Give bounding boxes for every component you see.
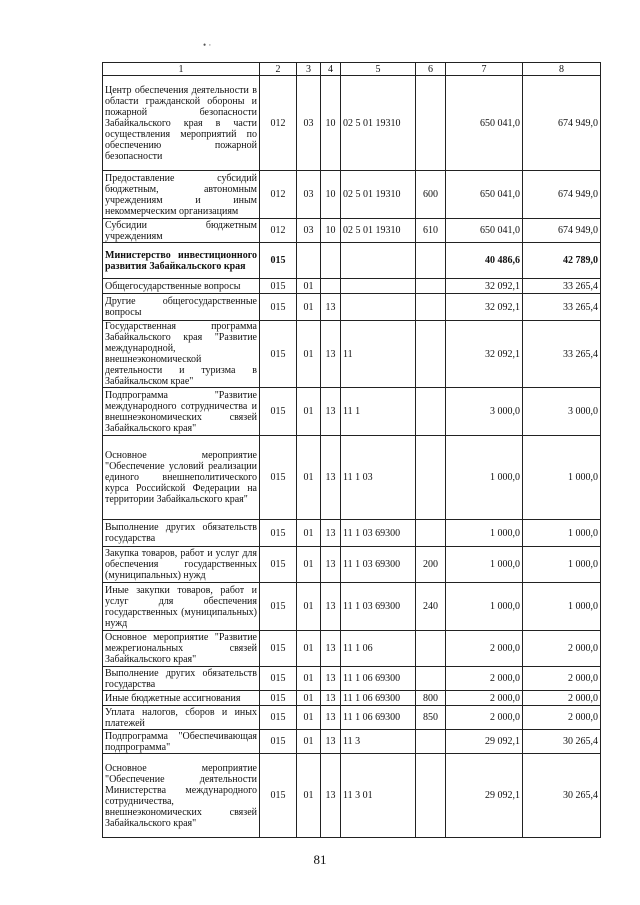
ministry-code-cell: 015 <box>260 436 297 520</box>
expense-type-cell <box>416 667 446 691</box>
table-row <box>103 547 601 583</box>
amount-year2-cell: 30 265,4 <box>523 754 601 838</box>
expense-type-cell: 850 <box>416 706 446 730</box>
amount-year1-cell: 32 092,1 <box>446 294 523 321</box>
amount-year1-cell: 40 486,6 <box>446 243 523 279</box>
section-code-cell: 01 <box>297 436 321 520</box>
row-name-cell: Основное мероприятие "Обеспечение условий реализации единого внешнеполитического курса Российской Федерации на территории Забайкальского края" <box>103 436 260 520</box>
amount-year2-cell: 674 949,0 <box>523 171 601 219</box>
amount-year1-cell: 2 000,0 <box>446 691 523 706</box>
subsection-code-cell: 13 <box>321 294 341 321</box>
amount-year2-cell: 42 789,0 <box>523 243 601 279</box>
section-code-cell: 01 <box>297 583 321 631</box>
target-article-cell: 11 1 03 69300 <box>341 547 416 583</box>
row-name-cell: Подпрограмма "Развитие международного сотрудничества и внешнеэкономических связей Забайкальского края" <box>103 388 260 436</box>
amount-year2-cell: 3 000,0 <box>523 388 601 436</box>
table-row <box>103 219 601 243</box>
table-row <box>103 388 601 436</box>
expense-type-cell: 610 <box>416 219 446 243</box>
row-name-cell: Выполнение других обязательств государства <box>103 520 260 547</box>
expense-type-cell <box>416 436 446 520</box>
subsection-code-cell: 13 <box>321 691 341 706</box>
target-article-cell: 11 1 03 69300 <box>341 583 416 631</box>
table-row <box>103 76 601 171</box>
expense-type-cell: 600 <box>416 171 446 219</box>
section-code-cell: 01 <box>297 279 321 294</box>
target-article-cell: 02 5 01 19310 <box>341 76 416 171</box>
amount-year2-cell: 1 000,0 <box>523 520 601 547</box>
table-row <box>103 436 601 520</box>
target-article-cell: 02 5 01 19310 <box>341 219 416 243</box>
section-code-cell: 03 <box>297 219 321 243</box>
column-header: 5 <box>341 63 416 76</box>
expense-type-cell <box>416 243 446 279</box>
table-row <box>103 294 601 321</box>
section-code-cell: 03 <box>297 76 321 171</box>
target-article-cell: 11 3 <box>341 730 416 754</box>
amount-year2-cell: 2 000,0 <box>523 691 601 706</box>
table-header-row <box>103 63 601 76</box>
amount-year1-cell: 1 000,0 <box>446 436 523 520</box>
table-row <box>103 171 601 219</box>
amount-year2-cell: 30 265,4 <box>523 730 601 754</box>
table-row <box>103 321 601 388</box>
amount-year2-cell: 674 949,0 <box>523 76 601 171</box>
amount-year1-cell: 32 092,1 <box>446 321 523 388</box>
ministry-code-cell: 015 <box>260 294 297 321</box>
amount-year2-cell: 1 000,0 <box>523 436 601 520</box>
row-name-cell: Центр обеспечения деятельности в области гражданской обороны и пожарной безопасности Забайкальского края в части осуществления мероприятий по обеспечению пожарной безопасности <box>103 76 260 171</box>
column-header: 6 <box>416 63 446 76</box>
expense-type-cell: 800 <box>416 691 446 706</box>
column-header: 2 <box>260 63 297 76</box>
ministry-code-cell: 015 <box>260 321 297 388</box>
section-code-cell: 01 <box>297 547 321 583</box>
column-header: 3 <box>297 63 321 76</box>
target-article-cell <box>341 243 416 279</box>
row-name-cell: Предоставление субсидий бюджетным, автономным учреждениям и иным некоммерческим организациям <box>103 171 260 219</box>
section-code-cell: 01 <box>297 706 321 730</box>
subsection-code-cell: 13 <box>321 321 341 388</box>
section-code-cell: 01 <box>297 754 321 838</box>
expense-type-cell <box>416 520 446 547</box>
subsection-code-cell: 13 <box>321 667 341 691</box>
ministry-code-cell: 015 <box>260 279 297 294</box>
expense-type-cell <box>416 279 446 294</box>
row-name-cell: Министерство инвестиционного развития Забайкальского края <box>103 243 260 279</box>
section-code-cell: 01 <box>297 631 321 667</box>
page-number: 81 <box>313 852 327 867</box>
expense-type-cell <box>416 76 446 171</box>
row-name-cell: Уплата налогов, сборов и иных платежей <box>103 706 260 730</box>
amount-year1-cell: 650 041,0 <box>446 171 523 219</box>
row-name-cell: Субсидии бюджетным учреждениям <box>103 219 260 243</box>
amount-year2-cell: 1 000,0 <box>523 583 601 631</box>
subsection-code-cell: 13 <box>321 547 341 583</box>
ministry-code-cell: 012 <box>260 171 297 219</box>
ministry-code-cell: 015 <box>260 583 297 631</box>
row-name-cell: Иные закупки товаров, работ и услуг для обеспечения государственных (муниципальных) нужд <box>103 583 260 631</box>
row-name-cell: Основное мероприятие "Развитие межрегиональных связей Забайкальского края" <box>103 631 260 667</box>
target-article-cell: 11 1 03 <box>341 436 416 520</box>
row-name-cell: Выполнение других обязательств государства <box>103 667 260 691</box>
section-code-cell: 01 <box>297 667 321 691</box>
ministry-code-cell: 015 <box>260 706 297 730</box>
amount-year2-cell: 674 949,0 <box>523 219 601 243</box>
expense-type-cell: 240 <box>416 583 446 631</box>
row-name-cell: Государственная программа Забайкальского края "Развитие международной, внешнеэкономической деятельности и туризма в Забайкальском крае" <box>103 321 260 388</box>
subsection-code-cell <box>321 279 341 294</box>
expense-type-cell <box>416 754 446 838</box>
amount-year2-cell: 2 000,0 <box>523 706 601 730</box>
amount-year1-cell: 650 041,0 <box>446 219 523 243</box>
amount-year1-cell: 29 092,1 <box>446 754 523 838</box>
ministry-code-cell: 015 <box>260 631 297 667</box>
section-code-cell: 01 <box>297 321 321 388</box>
table-row <box>103 631 601 667</box>
amount-year1-cell: 29 092,1 <box>446 730 523 754</box>
subsection-code-cell: 13 <box>321 631 341 667</box>
amount-year2-cell: 2 000,0 <box>523 667 601 691</box>
amount-year1-cell: 2 000,0 <box>446 667 523 691</box>
amount-year1-cell: 2 000,0 <box>446 631 523 667</box>
table-row <box>103 730 601 754</box>
section-code-cell: 01 <box>297 691 321 706</box>
table-body <box>103 76 601 838</box>
ministry-code-cell: 015 <box>260 667 297 691</box>
expense-type-cell <box>416 730 446 754</box>
subsection-code-cell: 10 <box>321 76 341 171</box>
ministry-code-cell: 015 <box>260 730 297 754</box>
target-article-cell: 11 <box>341 321 416 388</box>
section-code-cell: 01 <box>297 388 321 436</box>
table-row <box>103 520 601 547</box>
table-row <box>103 279 601 294</box>
subsection-code-cell: 13 <box>321 730 341 754</box>
table-row <box>103 667 601 691</box>
amount-year1-cell: 650 041,0 <box>446 76 523 171</box>
table-row <box>103 243 601 279</box>
page-mark: • · <box>203 40 212 50</box>
row-name-cell: Иные бюджетные ассигнования <box>103 691 260 706</box>
ministry-code-cell: 015 <box>260 243 297 279</box>
table-row <box>103 691 601 706</box>
subsection-code-cell: 10 <box>321 219 341 243</box>
column-header: 1 <box>103 63 260 76</box>
amount-year2-cell: 1 000,0 <box>523 547 601 583</box>
expense-type-cell <box>416 321 446 388</box>
target-article-cell: 11 1 <box>341 388 416 436</box>
target-article-cell: 11 1 06 69300 <box>341 691 416 706</box>
ministry-code-cell: 012 <box>260 76 297 171</box>
expense-type-cell: 200 <box>416 547 446 583</box>
amount-year2-cell: 33 265,4 <box>523 279 601 294</box>
subsection-code-cell: 13 <box>321 706 341 730</box>
ministry-code-cell: 015 <box>260 691 297 706</box>
target-article-cell: 11 1 03 69300 <box>341 520 416 547</box>
section-code-cell <box>297 243 321 279</box>
target-article-cell: 11 3 01 <box>341 754 416 838</box>
section-code-cell: 01 <box>297 730 321 754</box>
amount-year1-cell: 3 000,0 <box>446 388 523 436</box>
expense-type-cell <box>416 294 446 321</box>
target-article-cell: 11 1 06 69300 <box>341 706 416 730</box>
target-article-cell: 02 5 01 19310 <box>341 171 416 219</box>
ministry-code-cell: 015 <box>260 388 297 436</box>
amount-year1-cell: 1 000,0 <box>446 583 523 631</box>
ministry-code-cell: 015 <box>260 547 297 583</box>
target-article-cell: 11 1 06 <box>341 631 416 667</box>
amount-year1-cell: 1 000,0 <box>446 520 523 547</box>
amount-year1-cell: 1 000,0 <box>446 547 523 583</box>
target-article-cell <box>341 279 416 294</box>
amount-year2-cell: 33 265,4 <box>523 321 601 388</box>
subsection-code-cell: 13 <box>321 436 341 520</box>
ministry-code-cell: 015 <box>260 754 297 838</box>
row-name-cell: Общегосударственные вопросы <box>103 279 260 294</box>
table-row <box>103 754 601 838</box>
subsection-code-cell: 13 <box>321 520 341 547</box>
subsection-code-cell: 13 <box>321 754 341 838</box>
target-article-cell: 11 1 06 69300 <box>341 667 416 691</box>
table-row <box>103 583 601 631</box>
column-header: 8 <box>523 63 601 76</box>
section-code-cell: 01 <box>297 520 321 547</box>
row-name-cell: Основное мероприятие "Обеспечение деятельности Министерства международного сотрудничества, внешнеэкономических связей Забайкальского края" <box>103 754 260 838</box>
row-name-cell: Закупка товаров, работ и услуг для обеспечения государственных (муниципальных) нужд <box>103 547 260 583</box>
amount-year1-cell: 32 092,1 <box>446 279 523 294</box>
expense-type-cell <box>416 388 446 436</box>
amount-year2-cell: 33 265,4 <box>523 294 601 321</box>
subsection-code-cell: 13 <box>321 388 341 436</box>
budget-table <box>102 62 601 838</box>
column-header: 4 <box>321 63 341 76</box>
ministry-code-cell: 015 <box>260 520 297 547</box>
column-header: 7 <box>446 63 523 76</box>
section-code-cell: 01 <box>297 294 321 321</box>
section-code-cell: 03 <box>297 171 321 219</box>
subsection-code-cell: 10 <box>321 171 341 219</box>
subsection-code-cell: 13 <box>321 583 341 631</box>
expense-type-cell <box>416 631 446 667</box>
target-article-cell <box>341 294 416 321</box>
table-row <box>103 706 601 730</box>
amount-year2-cell: 2 000,0 <box>523 631 601 667</box>
subsection-code-cell <box>321 243 341 279</box>
amount-year1-cell: 2 000,0 <box>446 706 523 730</box>
row-name-cell: Другие общегосударственные вопросы <box>103 294 260 321</box>
row-name-cell: Подпрограмма "Обеспечивающая подпрограмма" <box>103 730 260 754</box>
ministry-code-cell: 012 <box>260 219 297 243</box>
